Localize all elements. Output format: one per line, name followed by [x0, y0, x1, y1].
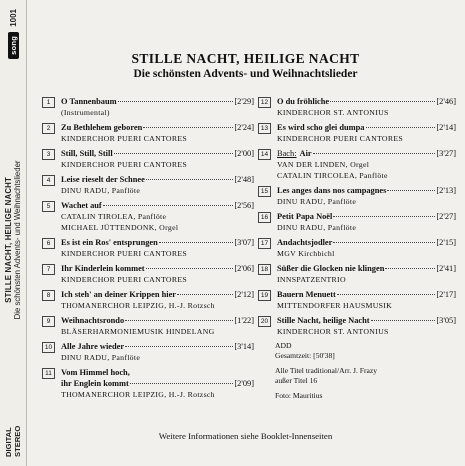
- dot-leader: [177, 294, 233, 295]
- track-performer: KINDERCHOR PUERI CANTORES: [61, 160, 188, 169]
- track-title: ihr Englein kommt: [61, 379, 129, 388]
- track-item: [258, 237, 456, 259]
- credit-line2: außer Titel 16: [275, 376, 318, 385]
- spine-title-line1: STILLE NACHT, HEILIGE NACHT: [4, 177, 13, 303]
- track-title: Les anges dans nos campagnes: [277, 186, 387, 195]
- track-title: Petit Papa Noël: [277, 212, 333, 221]
- track-title: Wachet auf: [61, 201, 102, 210]
- track-title: Es ist ein Ros' entsprungen: [61, 238, 158, 247]
- track-number: 15: [258, 186, 271, 197]
- dot-leader: [333, 216, 435, 217]
- track-duration: [3'07]: [234, 238, 254, 247]
- track-number: 2: [42, 123, 55, 134]
- spine-content: [1, 3, 25, 463]
- track-performer: MGV Kirchbichl: [277, 249, 335, 258]
- dot-leader: [125, 346, 233, 347]
- track-duration: [1'22]: [234, 316, 254, 325]
- track-number: 12: [258, 97, 271, 108]
- technical-info: [275, 341, 456, 401]
- track-number: 4: [42, 175, 55, 186]
- track-performer: (Instrumental): [61, 108, 110, 117]
- track-performer: CATALIN TIROLEA, Panflöte: [61, 212, 167, 221]
- track-title: Still, Still, Still: [61, 149, 113, 158]
- dot-leader: [146, 179, 234, 180]
- spine-stereo: STEREO: [13, 425, 22, 457]
- track-item: [42, 96, 254, 118]
- track-duration: [2'29]: [234, 97, 254, 106]
- track-number: 7: [42, 264, 55, 275]
- track-title: Bauern Menuett: [277, 290, 336, 299]
- track-number: 20: [258, 316, 271, 327]
- track-duration: [2'27]: [436, 212, 456, 221]
- track-duration: [2'09]: [234, 379, 254, 388]
- track-item: [258, 263, 456, 285]
- dot-leader: [371, 320, 436, 321]
- track-duration: [2'12]: [234, 290, 254, 299]
- total-time: Gesamtzeit: [50'38]: [275, 351, 335, 360]
- dot-leader: [146, 268, 234, 269]
- spine-title-line2: Die schönsten Advents- und Weihnachtslieder: [13, 160, 22, 320]
- dot-leader: [385, 268, 435, 269]
- track-title: Andachtsjodler: [277, 238, 333, 247]
- track-title: Ich steh' an deiner Krippen hier: [61, 290, 177, 299]
- track-performer: VAN DER LINDEN, Orgel: [277, 160, 370, 169]
- track-performer: KINDERCHOR PUERI CANTORES: [277, 134, 404, 143]
- dot-leader: [387, 190, 435, 191]
- track-number: 3: [42, 149, 55, 160]
- album-subtitle: Die schönsten Advents- und Weihnachtslieder: [133, 68, 358, 80]
- track-performer: KINDERCHOR PUERI CANTORES: [61, 275, 188, 284]
- track-duration: [2'46]: [436, 97, 456, 106]
- track-performer: MITTENDORFER HAUSMUSIK: [277, 301, 393, 310]
- track-title: Süßer die Glocken nie klingen: [277, 264, 385, 273]
- track-performer: MICHAEL JÜTTENDONK, Orgel: [61, 223, 179, 232]
- dot-leader: [130, 383, 234, 384]
- track-item: [42, 174, 254, 196]
- cd-spine: [0, 0, 27, 466]
- track-composer: Bach:: [277, 149, 297, 158]
- track-number: 10: [42, 342, 55, 353]
- track-performer: KINDERCHOR ST. ANTONIUS: [277, 327, 389, 336]
- track-number: 8: [42, 290, 55, 301]
- track-title: O Tannenbaum: [61, 97, 117, 106]
- track-performer: CATALIN TIRCOLEA, Panflöte: [277, 171, 388, 180]
- track-number: 5: [42, 201, 55, 212]
- track-performer: DINU RADU, Panflöte: [277, 197, 357, 206]
- track-duration: [3'27]: [436, 149, 456, 158]
- track-item: [258, 185, 456, 207]
- track-performer: THOMANERCHOR LEIPZIG, H.-J. Rotzsch: [61, 301, 215, 310]
- tracklist-left: [42, 96, 254, 404]
- photo-credit: Foto: Mauritius: [275, 391, 323, 400]
- spine-format: [4, 417, 22, 457]
- track-item: [42, 200, 254, 233]
- track-duration: [2'00]: [234, 149, 254, 158]
- dot-leader: [118, 101, 234, 102]
- track-title: Zu Bethlehem geboren: [61, 123, 143, 132]
- track-title: Es wird scho glei dumpa: [277, 123, 365, 132]
- track-number: 14: [258, 149, 271, 160]
- track-duration: [2'56]: [234, 201, 254, 210]
- dot-leader: [143, 127, 233, 128]
- track-duration: [3'14]: [234, 342, 254, 351]
- track-item: [258, 211, 456, 233]
- track-item: [42, 237, 254, 259]
- track-item: [42, 263, 254, 285]
- track-item: [258, 289, 456, 311]
- dot-leader: [313, 153, 436, 154]
- track-title: Air: [299, 149, 312, 158]
- track-item: [258, 122, 456, 144]
- dot-leader: [333, 242, 435, 243]
- dot-leader: [103, 205, 234, 206]
- track-duration: [2'06]: [234, 264, 254, 273]
- catalog-number: 1001: [8, 9, 18, 27]
- track-title: O du fröhliche: [277, 97, 330, 106]
- track-duration: [2'41]: [436, 264, 456, 273]
- track-title-line1: Vom Himmel hoch,: [61, 368, 130, 377]
- track-performer: INNSPATZENTRIO: [277, 275, 346, 284]
- track-item: [258, 315, 456, 337]
- spine-digital: DIGITAL: [4, 427, 13, 457]
- track-performer: KINDERCHOR PUERI CANTORES: [61, 134, 188, 143]
- track-performer: KINDERCHOR ST. ANTONIUS: [277, 108, 389, 117]
- track-number: 13: [258, 123, 271, 134]
- track-performer: DINU RADU, Panflöte: [61, 186, 141, 195]
- track-item: [258, 148, 456, 181]
- track-performer: DINU RADU, Panflöte: [61, 353, 141, 362]
- track-item: [42, 341, 254, 363]
- track-number: 16: [258, 212, 271, 223]
- track-title: Stille Nacht, heilige Nacht: [277, 316, 370, 325]
- track-number: 1: [42, 97, 55, 108]
- spine-label: [8, 9, 19, 63]
- track-duration: [2'24]: [234, 123, 254, 132]
- track-duration: [2'48]: [234, 175, 254, 184]
- track-duration: [2'14]: [436, 123, 456, 132]
- track-number: 6: [42, 238, 55, 249]
- track-item: [258, 96, 456, 118]
- track-title: Weihnachtsrondo: [61, 316, 125, 325]
- track-item: [42, 289, 254, 311]
- song-logo: song: [8, 32, 19, 59]
- track-number: 9: [42, 316, 55, 327]
- track-number: 19: [258, 290, 271, 301]
- dot-leader: [366, 127, 436, 128]
- add-code: ADD: [275, 341, 292, 350]
- track-number: 11: [42, 368, 55, 379]
- track-number: 17: [258, 238, 271, 249]
- track-item: [42, 122, 254, 144]
- track-item: [42, 367, 254, 400]
- dot-leader: [330, 101, 435, 102]
- track-item: [42, 148, 254, 170]
- track-duration: [2'13]: [436, 186, 456, 195]
- track-number: 18: [258, 264, 271, 275]
- track-performer: KINDERCHOR PUERI CANTORES: [61, 249, 188, 258]
- track-performer: THOMANERCHOR LEIPZIG, H.-J. Rotzsch: [61, 390, 215, 399]
- credit-line1: Alle Titel traditional/Arr. J. Frazy: [275, 366, 378, 375]
- track-performer: DINU RADU, Panflöte: [277, 223, 357, 232]
- booklet-note: Weitere Informationen siehe Booklet-Innenseiten: [158, 431, 333, 441]
- track-title: Ihr Kinderlein kommet: [61, 264, 145, 273]
- dot-leader: [337, 294, 435, 295]
- track-item: [42, 315, 254, 337]
- album-title: STILLE NACHT, HEILIGE NACHT: [131, 51, 360, 66]
- dot-leader: [159, 242, 234, 243]
- track-title: Alle Jahre wieder: [61, 342, 125, 351]
- track-duration: [3'05]: [436, 316, 456, 325]
- dot-leader: [114, 153, 234, 154]
- track-duration: [2'17]: [436, 290, 456, 299]
- track-performer: BLÄSERHARMONIEMUSIK HINDELANG: [61, 327, 215, 336]
- tracklist-right: [258, 96, 456, 401]
- track-title: Leise rieselt der Schnee: [61, 175, 145, 184]
- track-duration: [2'15]: [436, 238, 456, 247]
- dot-leader: [125, 320, 233, 321]
- spine-title: [4, 63, 22, 417]
